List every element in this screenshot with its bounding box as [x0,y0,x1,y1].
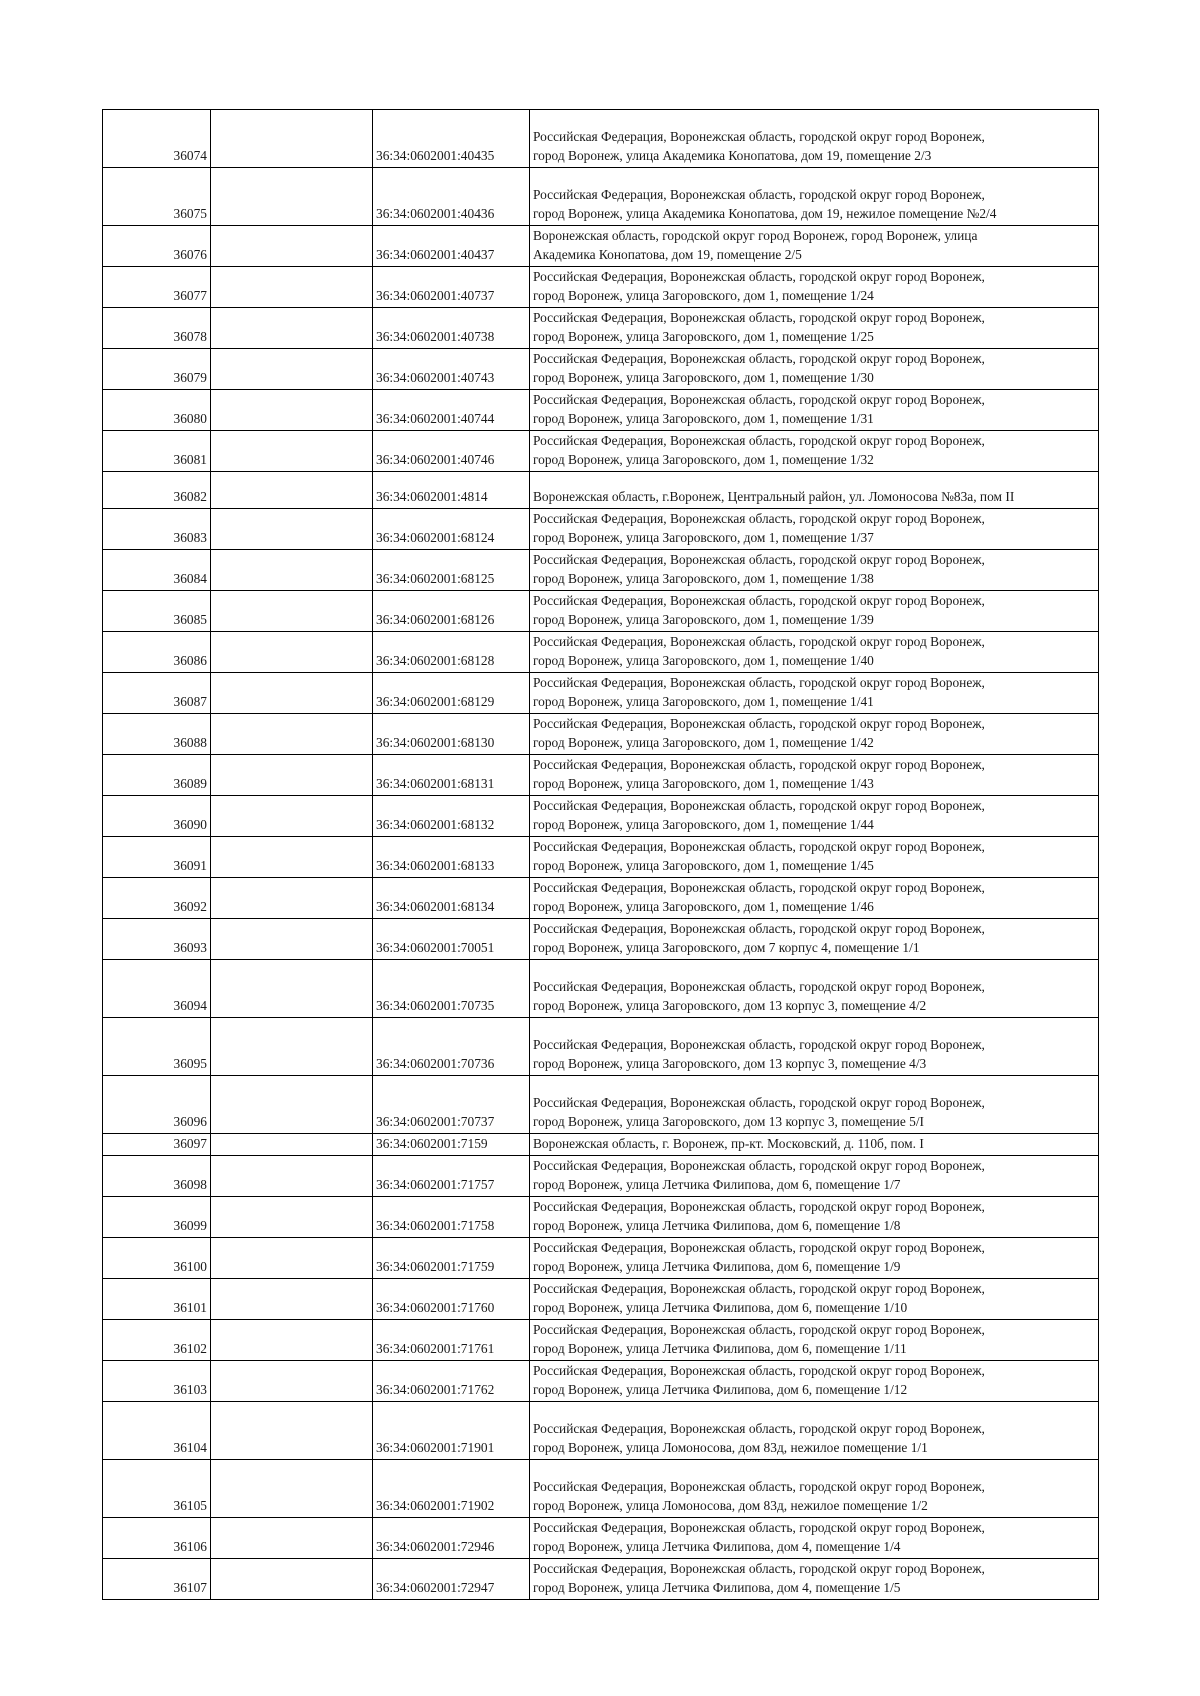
empty-cell [211,1559,373,1600]
row-number-cell: 36107 [103,1559,211,1600]
address-cell [530,1197,1099,1238]
empty-cell [211,1197,373,1238]
row-number-cell: 36091 [103,837,211,878]
cadastral-number-cell: 36:34:0602001:72947 [373,1559,530,1600]
table-row [103,960,1099,1018]
address-line: Российская Федерация, Воронежская область, городской округ город Воронеж, [533,552,985,567]
address-cell [530,509,1099,550]
empty-cell [211,226,373,267]
empty-cell [211,1402,373,1460]
cadastral-number-cell: 36:34:0602001:40743 [373,349,530,390]
address-cell [530,168,1099,226]
cadastral-number-cell: 36:34:0602001:7159 [373,1134,530,1156]
empty-cell [211,1076,373,1134]
cadastral-number-cell: 36:34:0602001:40436 [373,168,530,226]
address-cell [530,714,1099,755]
table-row [103,390,1099,431]
row-number-cell: 36105 [103,1460,211,1518]
table-row [103,1361,1099,1402]
empty-cell [211,714,373,755]
cadastral-number-cell: 36:34:0602001:68126 [373,591,530,632]
address-cell [530,431,1099,472]
table-row [103,1197,1099,1238]
address-line: Воронежская область, г.Воронеж, Центральный район, ул. Ломоносова №83а, пом II [533,489,1015,504]
address-cell [530,673,1099,714]
registry-table [102,109,1099,1600]
address-line: город Воронеж, улица Загоровского, дом 13 корпус 3, помещение 5/I [533,1114,925,1129]
address-cell [530,1402,1099,1460]
address-line: город Воронеж, улица Летчика Филипова, дом 6, помещение 1/12 [533,1382,908,1397]
address-line: Российская Федерация, Воронежская область, городской округ город Воронеж, [533,979,985,994]
empty-cell [211,110,373,168]
address-cell [530,1156,1099,1197]
address-line: город Воронеж, улица Академика Конопатова, дом 19, нежилое помещение №2/4 [533,206,997,221]
address-line: город Воронеж, улица Летчика Филипова, дом 4, помещение 1/5 [533,1580,901,1595]
address-line: Российская Федерация, Воронежская область, городской округ город Воронеж, [533,1281,985,1296]
row-number-cell: 36088 [103,714,211,755]
address-line: Российская Федерация, Воронежская область, городской округ город Воронеж, [533,1363,985,1378]
address-line: город Воронеж, улица Летчика Филипова, дом 4, помещение 1/4 [533,1539,901,1554]
empty-cell [211,591,373,632]
cadastral-number-cell: 36:34:0602001:68133 [373,837,530,878]
empty-cell [211,1156,373,1197]
address-line: город Воронеж, улица Академика Конопатова, дом 19, помещение 2/3 [533,148,932,163]
address-cell [530,1559,1099,1600]
row-number-cell: 36096 [103,1076,211,1134]
address-line: город Воронеж, улица Загоровского, дом 1, помещение 1/31 [533,411,874,426]
empty-cell [211,550,373,591]
address-line: город Воронеж, улица Летчика Филипова, дом 6, помещение 1/8 [533,1218,901,1233]
cadastral-number-cell: 36:34:0602001:71762 [373,1361,530,1402]
address-line: Российская Федерация, Воронежская область, городской округ город Воронеж, [533,1158,985,1173]
row-number-cell: 36097 [103,1134,211,1156]
table-row [103,1518,1099,1559]
address-cell [530,308,1099,349]
table-row [103,1279,1099,1320]
address-line: город Воронеж, улица Загоровского, дом 1, помещение 1/30 [533,370,874,385]
empty-cell [211,431,373,472]
address-line: Российская Федерация, Воронежская область, городской округ город Воронеж, [533,1199,985,1214]
address-cell [530,1518,1099,1559]
empty-cell [211,1279,373,1320]
address-line: Российская Федерация, Воронежская область, городской округ город Воронеж, [533,1520,985,1535]
address-cell [530,1361,1099,1402]
address-line: Российская Федерация, Воронежская область, городской округ город Воронеж, [533,921,985,936]
empty-cell [211,919,373,960]
cadastral-number-cell: 36:34:0602001:70737 [373,1076,530,1134]
cadastral-number-cell: 36:34:0602001:40746 [373,431,530,472]
cadastral-number-cell: 36:34:0602001:68130 [373,714,530,755]
address-line: Российская Федерация, Воронежская область, городской округ город Воронеж, [533,716,985,731]
address-line: Российская Федерация, Воронежская область, городской округ город Воронеж, [533,757,985,772]
cadastral-number-cell: 36:34:0602001:68131 [373,755,530,796]
cadastral-number-cell: 36:34:0602001:4814 [373,472,530,509]
empty-cell [211,878,373,919]
row-number-cell: 36100 [103,1238,211,1279]
table-row [103,673,1099,714]
address-line: Российская Федерация, Воронежская область, городской округ город Воронеж, [533,433,985,448]
row-number-cell: 36093 [103,919,211,960]
address-cell [530,919,1099,960]
address-line: Российская Федерация, Воронежская область, городской округ город Воронеж, [533,511,985,526]
table-row [103,1076,1099,1134]
address-line: город Воронеж, улица Загоровского, дом 13 корпус 3, помещение 4/3 [533,1056,927,1071]
registry-table-body [103,110,1099,1600]
address-line: Российская Федерация, Воронежская область, городской округ город Воронеж, [533,1037,985,1052]
cadastral-number-cell: 36:34:0602001:71760 [373,1279,530,1320]
table-row [103,632,1099,673]
address-line: город Воронеж, улица Загоровского, дом 1, помещение 1/25 [533,329,874,344]
table-row [103,1018,1099,1076]
address-line: Российская Федерация, Воронежская область, городской округ город Воронеж, [533,1240,985,1255]
address-line: Российская Федерация, Воронежская область, городской округ город Воронеж, [533,798,985,813]
cadastral-number-cell: 36:34:0602001:71757 [373,1156,530,1197]
row-number-cell: 36103 [103,1361,211,1402]
row-number-cell: 36080 [103,390,211,431]
table-row [103,591,1099,632]
address-cell [530,1238,1099,1279]
row-number-cell: 36101 [103,1279,211,1320]
row-number-cell: 36086 [103,632,211,673]
address-cell [530,1134,1099,1156]
address-line: город Воронеж, улица Загоровского, дом 1, помещение 1/38 [533,571,874,586]
address-cell [530,1320,1099,1361]
address-cell [530,837,1099,878]
row-number-cell: 36082 [103,472,211,509]
table-row [103,550,1099,591]
address-line: город Воронеж, улица Загоровского, дом 1, помещение 1/46 [533,899,874,914]
address-cell [530,267,1099,308]
empty-cell [211,390,373,431]
address-line: город Воронеж, улица Летчика Филипова, дом 6, помещение 1/9 [533,1259,901,1274]
address-line: город Воронеж, улица Летчика Филипова, дом 6, помещение 1/11 [533,1341,907,1356]
row-number-cell: 36095 [103,1018,211,1076]
address-line: город Воронеж, улица Ломоносова, дом 83д, нежилое помещение 1/1 [533,1440,928,1455]
address-line: Российская Федерация, Воронежская область, городской округ город Воронеж, [533,187,985,202]
address-line: город Воронеж, улица Загоровского, дом 1, помещение 1/40 [533,653,874,668]
empty-cell [211,267,373,308]
row-number-cell: 36085 [103,591,211,632]
empty-cell [211,755,373,796]
table-row [103,1134,1099,1156]
address-cell [530,796,1099,837]
cadastral-number-cell: 36:34:0602001:40437 [373,226,530,267]
row-number-cell: 36081 [103,431,211,472]
row-number-cell: 36078 [103,308,211,349]
address-line: Российская Федерация, Воронежская область, городской округ город Воронеж, [533,593,985,608]
address-line: Российская Федерация, Воронежская область, городской округ город Воронеж, [533,1561,985,1576]
address-line: Российская Федерация, Воронежская область, городской округ город Воронеж, [533,1479,985,1494]
address-line: город Воронеж, улица Загоровского, дом 13 корпус 3, помещение 4/2 [533,998,927,1013]
address-line: город Воронеж, улица Летчика Филипова, дом 6, помещение 1/7 [533,1177,901,1192]
address-cell [530,1018,1099,1076]
address-cell [530,110,1099,168]
address-line: Российская Федерация, Воронежская область, городской округ город Воронеж, [533,129,985,144]
table-row [103,168,1099,226]
row-number-cell: 36083 [103,509,211,550]
address-line: город Воронеж, улица Загоровского, дом 1, помещение 1/41 [533,694,874,709]
empty-cell [211,960,373,1018]
empty-cell [211,1238,373,1279]
address-cell [530,1460,1099,1518]
address-line: Российская Федерация, Воронежская область, городской округ город Воронеж, [533,310,985,325]
address-line: Российская Федерация, Воронежская область, городской округ город Воронеж, [533,880,985,895]
address-line: Российская Федерация, Воронежская область, городской округ город Воронеж, [533,1095,985,1110]
address-line: Российская Федерация, Воронежская область, городской округ город Воронеж, [533,1322,985,1337]
address-line: город Воронеж, улица Загоровского, дом 1, помещение 1/45 [533,858,874,873]
address-cell [530,1279,1099,1320]
cadastral-number-cell: 36:34:0602001:68124 [373,509,530,550]
row-number-cell: 36074 [103,110,211,168]
address-cell [530,390,1099,431]
cadastral-number-cell: 36:34:0602001:68134 [373,878,530,919]
table-row [103,431,1099,472]
address-cell [530,550,1099,591]
address-line: город Воронеж, улица Загоровского, дом 1, помещение 1/44 [533,817,874,832]
row-number-cell: 36092 [103,878,211,919]
row-number-cell: 36084 [103,550,211,591]
empty-cell [211,837,373,878]
address-line: город Воронеж, улица Загоровского, дом 1, помещение 1/32 [533,452,874,467]
cadastral-number-cell: 36:34:0602001:70735 [373,960,530,1018]
address-cell [530,349,1099,390]
address-cell [530,960,1099,1018]
empty-cell [211,472,373,509]
table-row [103,509,1099,550]
address-line: город Воронеж, улица Загоровского, дом 1, помещение 1/24 [533,288,874,303]
address-cell [530,226,1099,267]
row-number-cell: 36076 [103,226,211,267]
empty-cell [211,1460,373,1518]
address-line: Российская Федерация, Воронежская область, городской округ город Воронеж, [533,269,985,284]
table-row [103,1559,1099,1600]
address-line: Российская Федерация, Воронежская область, городской округ город Воронеж, [533,392,985,407]
table-row [103,919,1099,960]
empty-cell [211,1518,373,1559]
address-line: Российская Федерация, Воронежская область, городской округ город Воронеж, [533,675,985,690]
row-number-cell: 36079 [103,349,211,390]
cadastral-number-cell: 36:34:0602001:68128 [373,632,530,673]
table-row [103,796,1099,837]
table-row [103,1156,1099,1197]
address-line: Российская Федерация, Воронежская область, городской округ город Воронеж, [533,1421,985,1436]
cadastral-number-cell: 36:34:0602001:68132 [373,796,530,837]
empty-cell [211,1361,373,1402]
table-row [103,349,1099,390]
address-line: город Воронеж, улица Загоровского, дом 1, помещение 1/43 [533,776,874,791]
cadastral-number-cell: 36:34:0602001:71761 [373,1320,530,1361]
table-row [103,267,1099,308]
table-row [103,308,1099,349]
address-cell [530,472,1099,509]
cadastral-number-cell: 36:34:0602001:71901 [373,1402,530,1460]
table-row [103,1460,1099,1518]
address-cell [530,632,1099,673]
cadastral-number-cell: 36:34:0602001:68129 [373,673,530,714]
empty-cell [211,673,373,714]
address-cell [530,878,1099,919]
empty-cell [211,1018,373,1076]
row-number-cell: 36104 [103,1402,211,1460]
empty-cell [211,1320,373,1361]
row-number-cell: 36090 [103,796,211,837]
cadastral-number-cell: 36:34:0602001:70051 [373,919,530,960]
address-line: город Воронеж, улица Летчика Филипова, дом 6, помещение 1/10 [533,1300,908,1315]
row-number-cell: 36106 [103,1518,211,1559]
cadastral-number-cell: 36:34:0602001:71759 [373,1238,530,1279]
row-number-cell: 36087 [103,673,211,714]
empty-cell [211,796,373,837]
address-line: Российская Федерация, Воронежская область, городской округ город Воронеж, [533,839,985,854]
table-row [103,1320,1099,1361]
empty-cell [211,168,373,226]
row-number-cell: 36075 [103,168,211,226]
address-line: город Воронеж, улица Загоровского, дом 7 корпус 4, помещение 1/1 [533,940,920,955]
row-number-cell: 36099 [103,1197,211,1238]
address-line: город Воронеж, улица Ломоносова, дом 83д, нежилое помещение 1/2 [533,1498,928,1513]
address-line: Воронежская область, г. Воронеж, пр-кт. Московский, д. 110б, пом. I [533,1136,924,1151]
table-row [103,878,1099,919]
address-line: город Воронеж, улица Загоровского, дом 1, помещение 1/37 [533,530,874,545]
address-line: Российская Федерация, Воронежская область, городской округ город Воронеж, [533,634,985,649]
empty-cell [211,308,373,349]
cadastral-number-cell: 36:34:0602001:40744 [373,390,530,431]
row-number-cell: 36094 [103,960,211,1018]
empty-cell [211,349,373,390]
address-line: город Воронеж, улица Загоровского, дом 1, помещение 1/39 [533,612,874,627]
row-number-cell: 36102 [103,1320,211,1361]
row-number-cell: 36077 [103,267,211,308]
table-row [103,226,1099,267]
cadastral-number-cell: 36:34:0602001:40435 [373,110,530,168]
row-number-cell: 36098 [103,1156,211,1197]
cadastral-number-cell: 36:34:0602001:40738 [373,308,530,349]
address-cell [530,591,1099,632]
cadastral-number-cell: 36:34:0602001:68125 [373,550,530,591]
table-row [103,1238,1099,1279]
table-row [103,1402,1099,1460]
document-page [102,109,1099,1600]
address-line: Российская Федерация, Воронежская область, городской округ город Воронеж, [533,351,985,366]
cadastral-number-cell: 36:34:0602001:40737 [373,267,530,308]
cadastral-number-cell: 36:34:0602001:71902 [373,1460,530,1518]
empty-cell [211,509,373,550]
address-line: город Воронеж, улица Загоровского, дом 1, помещение 1/42 [533,735,874,750]
address-line: Воронежская область, городской округ город Воронеж, город Воронеж, улица [533,228,978,243]
address-cell [530,755,1099,796]
cadastral-number-cell: 36:34:0602001:71758 [373,1197,530,1238]
table-row [103,837,1099,878]
address-cell [530,1076,1099,1134]
empty-cell [211,632,373,673]
table-row [103,110,1099,168]
row-number-cell: 36089 [103,755,211,796]
cadastral-number-cell: 36:34:0602001:70736 [373,1018,530,1076]
empty-cell [211,1134,373,1156]
table-row [103,755,1099,796]
table-row [103,472,1099,509]
cadastral-number-cell: 36:34:0602001:72946 [373,1518,530,1559]
address-line: Академика Конопатова, дом 19, помещение 2/5 [533,247,802,262]
table-row [103,714,1099,755]
